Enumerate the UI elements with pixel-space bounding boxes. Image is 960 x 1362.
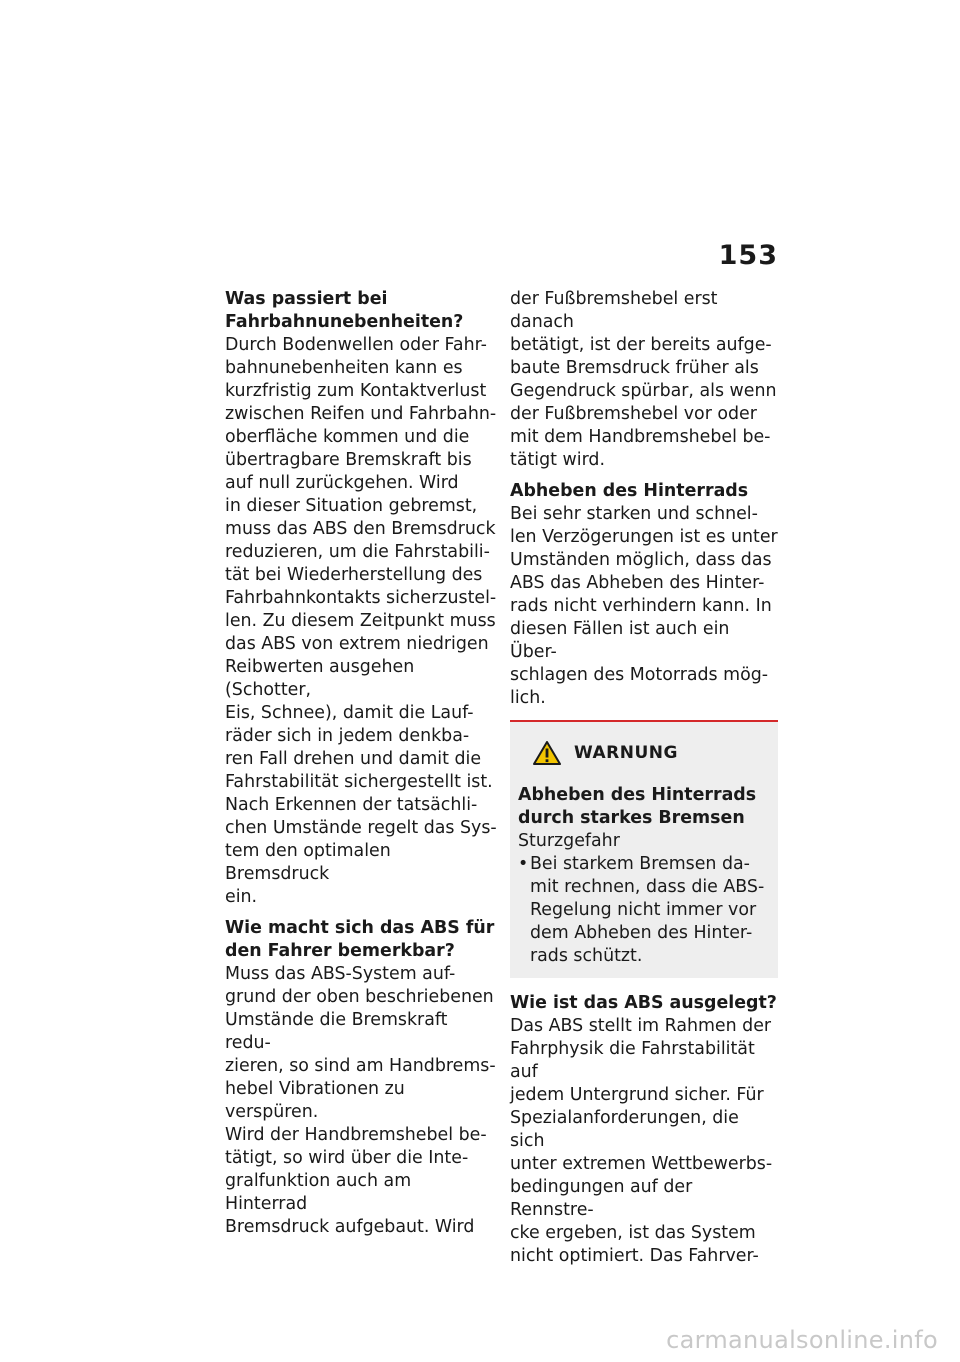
warning-bullet (518, 853, 770, 968)
warning-box (510, 720, 778, 978)
section-heading-noticeable: Wie macht sich das ABS für den Fahrer bemerkbar? (225, 918, 495, 961)
section-design (510, 992, 778, 1268)
right-column (510, 288, 778, 1276)
section-continued (510, 288, 778, 472)
warning-title: WARNUNG (574, 742, 678, 763)
section-text-noticeable: Muss das ABS-System auf- grund der oben beschriebenen Umstände die Bremskraft redu- zieren, so sind am Handbrems- hebel Vibrationen zu verspüren. Wird der Handbremshebel be- tätigt, so wird über die Inte- gralfunktion auch am Hinterrad Bremsdruck aufgebaut. Wird (225, 964, 496, 1237)
watermark: carmanualsonline.info (666, 1326, 938, 1354)
page-number: 153 (718, 240, 778, 271)
continued-text: der Fußbremshebel erst danach betätigt, ist der bereits aufge- baute Bremsdruck früher als Gegendruck spürbar, als wenn der Fußbremshebel vor oder mit dem Handbremshebel be- tätigt wird. (510, 289, 777, 470)
section-text-design: Das ABS stellt im Rahmen der Fahrphysik die Fahrstabilität auf jedem Untergrund sicher. Für Spezialanforderungen, die sich unter extremen Wettbewerbs- bedingungen auf der Rennstre- cke ergeben, ist das System nicht optimiert. Das Fahrver- (510, 1016, 773, 1266)
warning-header (532, 740, 770, 766)
section-lift (510, 480, 778, 710)
bullet-dot: • (518, 854, 529, 874)
left-column (225, 288, 497, 1247)
section-heading-design: Wie ist das ABS ausgelegt? (510, 993, 777, 1013)
section-noticeable (225, 917, 497, 1239)
warning-bullet-text: Bei starkem Bremsen da- mit rechnen, dass die ABS- Regelung nicht immer vor dem Abheben des Hinter- rads schützt. (530, 854, 765, 966)
warning-hazard: Sturzgefahr (518, 831, 620, 851)
section-text-bumps: Durch Bodenwellen oder Fahr- bahnunebenheiten kann es kurzfristig zum Kontaktverlust zwischen Reifen und Fahrbahn- oberfläche kommen und die übertragbare Bremskraft bis auf null zurückgehen. Wird in dieser Situation gebremst, muss das ABS den Bremsdruck reduzieren, um die Fahrstabili- tät bei Wiederherstellung des Fahrbahnkontakts sicherzustel- len. Zu diesem Zeitpunkt muss das ABS von extrem niedrigen Reibwerten ausgehen (Schotter, Eis, Schnee), damit die Lauf- räder sich in jedem denkba- ren Fall drehen und damit die Fahrstabilität sichergestellt ist. Nach Erkennen der tatsächli- chen Umstände regelt das Sys- tem den optimalen Bremsdruck ein. (225, 335, 497, 907)
section-heading-bumps: Was passiert bei Fahrbahnunebenheiten? (225, 289, 464, 332)
section-text-lift: Bei sehr starken und schnel- len Verzögerungen ist es unter Umständen möglich, dass das ABS das Abheben des Hinter- rads nicht verhindern kann. In diesen Fällen ist auch ein Über- schlagen des Motorrads mög- lich. (510, 504, 778, 708)
section-bumps (225, 288, 497, 909)
section-heading-lift: Abheben des Hinterrads (510, 481, 749, 501)
warning-heading: Abheben des Hinterrads durch starkes Bremsen (518, 785, 757, 828)
warning-triangle-icon (532, 740, 562, 766)
